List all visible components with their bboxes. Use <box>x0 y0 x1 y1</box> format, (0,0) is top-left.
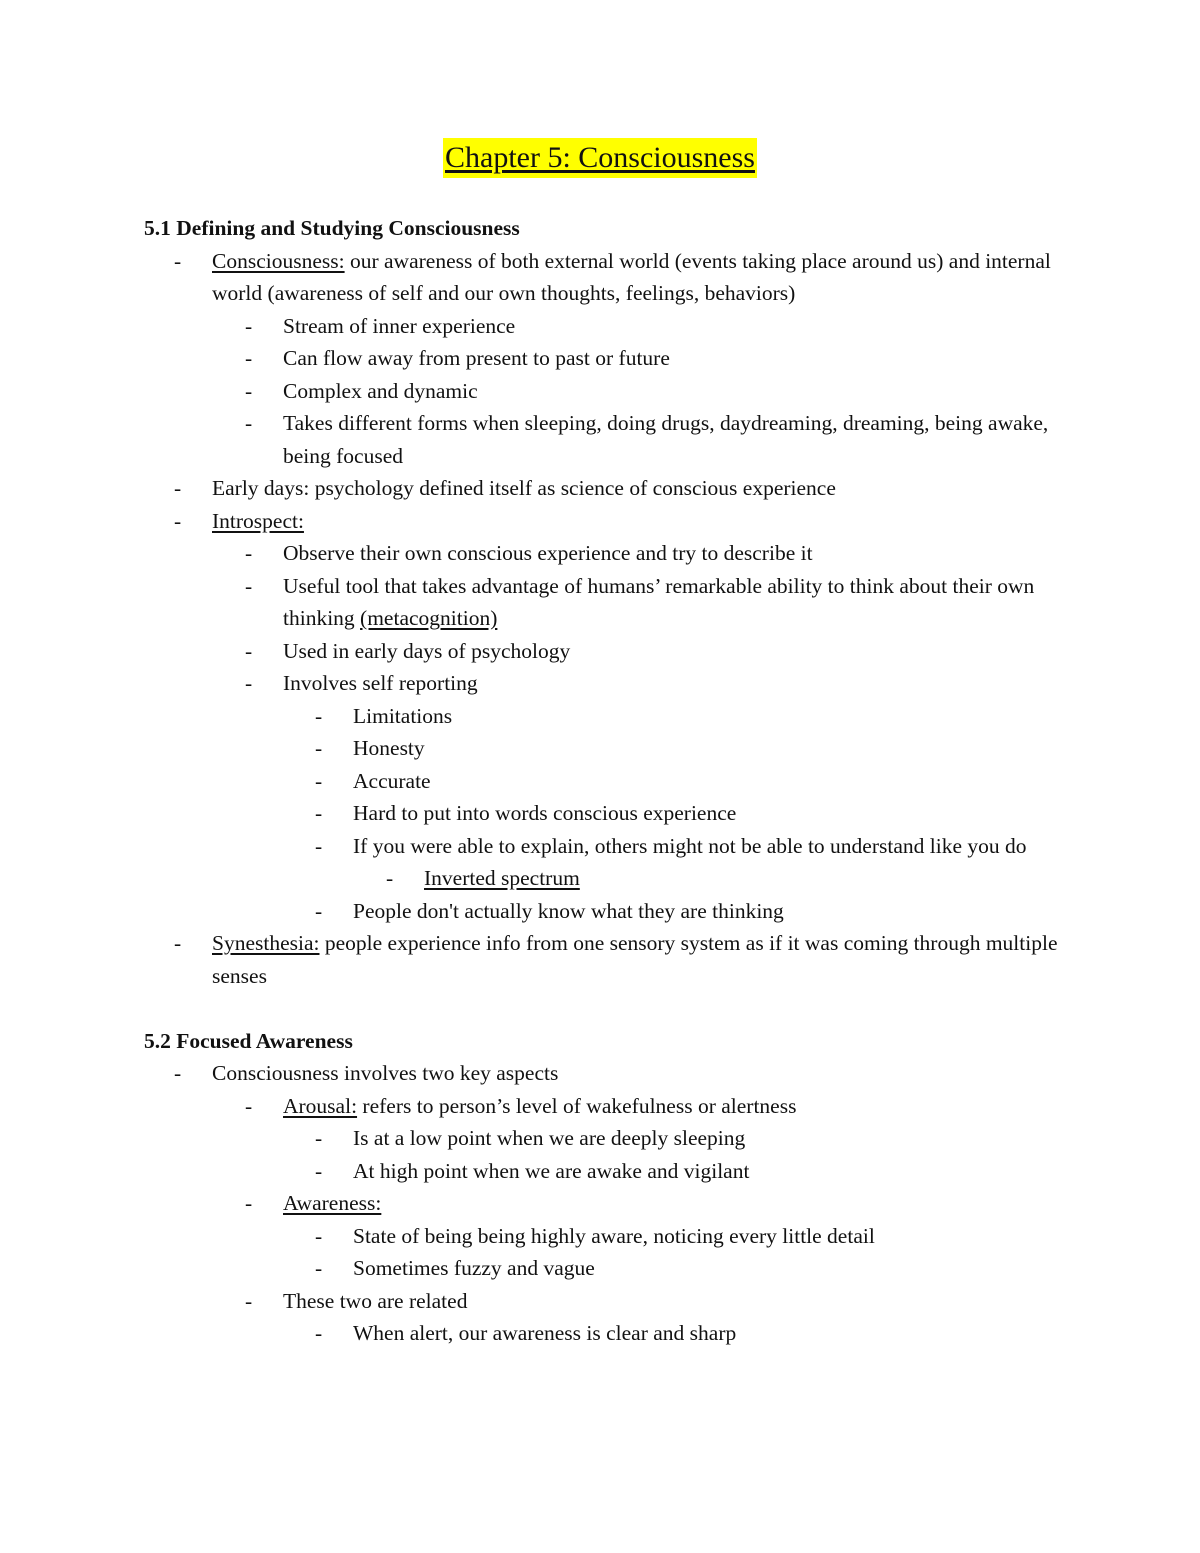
item-text: Involves self reporting <box>283 671 478 695</box>
bullet-dash: - <box>315 703 323 728</box>
bullet-dash: - <box>174 1061 182 1085</box>
item-text: refers to person’s level of wakefulness or alertness <box>357 1093 797 1118</box>
list-item <box>144 927 1064 992</box>
bullet-dash: - <box>245 411 253 435</box>
bullet-dash: - <box>315 1158 323 1183</box>
item-text: Is at a low point when we are deeply sleeping <box>353 1126 746 1150</box>
bullet-dash: - <box>315 1223 323 1248</box>
item-text: our awareness of both external world (events taking place around us) and internal world (awareness of self and our own thoughts, feelings, behaviors) <box>212 248 1051 305</box>
bullet-dash: - <box>315 736 323 760</box>
bullet-dash: - <box>174 248 182 273</box>
list-item <box>144 472 1064 505</box>
item-text: Limitations <box>353 703 453 728</box>
underlined-term: Consciousness: <box>212 248 345 273</box>
list-item <box>144 342 1064 375</box>
bullet-dash: - <box>245 1288 253 1313</box>
list-item <box>144 505 1064 538</box>
item-text: Takes different forms when sleeping, doing drugs, daydreaming, dreaming, being awake, being focused <box>283 411 1049 468</box>
page-title: Chapter 5: Consciousness <box>443 138 757 178</box>
bullet-dash: - <box>245 573 253 598</box>
bullet-dash: - <box>245 1191 253 1215</box>
bullet-dash: - <box>245 346 253 370</box>
list-item <box>144 1285 1064 1318</box>
item-text: State of being being highly aware, noticing every little detail <box>353 1223 875 1248</box>
list-item <box>144 895 1064 928</box>
list-item <box>144 245 1064 310</box>
bullet-dash: - <box>315 1256 323 1280</box>
list-item <box>144 1057 1064 1090</box>
list-item <box>144 732 1064 765</box>
bullet-dash: - <box>315 833 323 858</box>
section-heading: 5.2 Focused Awareness <box>144 1028 353 1053</box>
list-item <box>144 765 1064 798</box>
item-text: Accurate <box>353 768 431 793</box>
bullet-dash: - <box>315 801 323 825</box>
list-item <box>144 1155 1064 1188</box>
title-row <box>0 138 1200 178</box>
item-text: If you were able to explain, others might not be able to understand like you do <box>353 833 1027 858</box>
item-text: Observe their own conscious experience and try to describe it <box>283 541 813 565</box>
list-item <box>144 1317 1064 1350</box>
list-item <box>144 797 1064 830</box>
list-item <box>144 1090 1064 1123</box>
item-text: Complex and dynamic <box>283 378 478 403</box>
bullet-dash: - <box>245 1093 253 1118</box>
list-item <box>144 700 1064 733</box>
item-text: Stream of inner experience <box>283 313 516 338</box>
section-heading: 5.1 Defining and Studying Consciousness <box>144 216 520 240</box>
list-item <box>144 1122 1064 1155</box>
item-text: People don't actually know what they are thinking <box>353 898 784 923</box>
underlined-term: Inverted spectrum <box>424 866 580 890</box>
item-text: At high point when we are awake and vigilant <box>353 1158 750 1183</box>
item-text: Can flow away from present to past or future <box>283 346 670 370</box>
underlined-term: Introspect: <box>212 508 304 533</box>
bullet-dash: - <box>245 541 253 565</box>
bullet-dash: - <box>174 476 182 500</box>
underlined-term: Synesthesia: <box>212 931 320 955</box>
list-item <box>144 537 1064 570</box>
list-item <box>144 1252 1064 1285</box>
item-text: Useful tool that takes advantage of humans’ remarkable ability to think about their own thinking <box>283 573 1035 630</box>
bullet-dash: - <box>315 1321 323 1345</box>
item-text: Used in early days of psychology <box>283 638 571 663</box>
bullet-dash: - <box>245 638 253 663</box>
list-item <box>144 1220 1064 1253</box>
bullet-dash: - <box>315 898 323 923</box>
item-text: Consciousness involves two key aspects <box>212 1061 559 1085</box>
bullet-dash: - <box>245 671 253 695</box>
list-item <box>144 407 1064 472</box>
list-item <box>144 830 1064 863</box>
list-item <box>144 310 1064 343</box>
underlined-term: Awareness: <box>283 1191 382 1215</box>
underlined-term: (metacognition) <box>360 606 498 630</box>
list-item <box>144 667 1064 700</box>
underlined-term: Arousal: <box>283 1093 358 1118</box>
item-text: These two are related <box>283 1288 468 1313</box>
bullet-dash: - <box>174 931 182 955</box>
item-text: When alert, our awareness is clear and sharp <box>353 1321 737 1345</box>
list-item <box>144 375 1064 408</box>
list-item <box>144 862 1064 895</box>
bullet-dash: - <box>386 866 394 890</box>
item-text: Sometimes fuzzy and vague <box>353 1256 595 1280</box>
document-body <box>144 212 1064 1350</box>
list-item <box>144 570 1064 635</box>
bullet-dash: - <box>174 508 182 533</box>
section-gap <box>144 992 1064 1025</box>
item-text: Early days: psychology defined itself as science of conscious experience <box>212 476 836 500</box>
list-item <box>144 1187 1064 1220</box>
bullet-dash: - <box>245 378 253 403</box>
item-text: Hard to put into words conscious experience <box>353 801 737 825</box>
bullet-dash: - <box>315 768 323 793</box>
item-text: Honesty <box>353 736 425 760</box>
bullet-dash: - <box>315 1126 323 1150</box>
list-item <box>144 635 1064 668</box>
item-text: people experience info from one sensory system as if it was coming through multiple senses <box>212 931 1058 988</box>
bullet-dash: - <box>245 313 253 338</box>
